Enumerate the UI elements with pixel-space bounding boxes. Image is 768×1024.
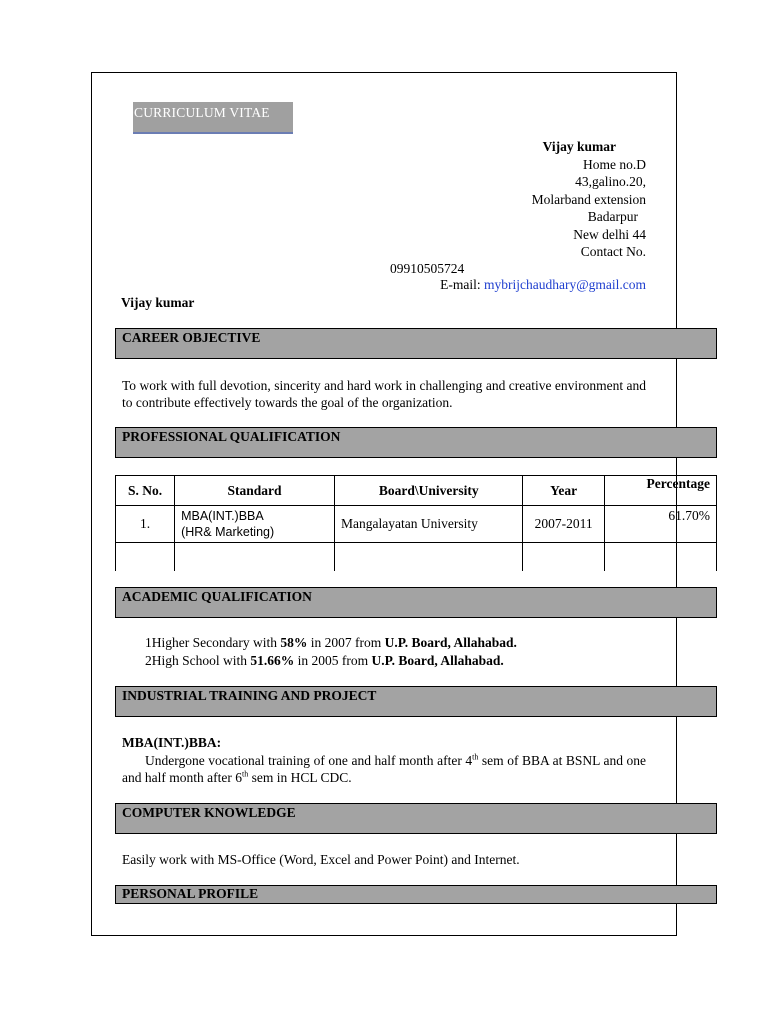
item-percent: 51.66% [250, 653, 295, 668]
applicant-name: Vijay kumar [542, 139, 616, 154]
section-computer-knowledge: COMPUTER KNOWLEDGE [115, 803, 717, 834]
standard-line: (HR& Marketing) [181, 525, 275, 539]
list-item [145, 634, 517, 652]
standard-line: MBA(INT.)BBA [181, 509, 264, 523]
column-header: S. No. [116, 476, 175, 506]
qualification-table [115, 475, 717, 571]
list-item [145, 652, 517, 670]
name-left: Vijay kumar [121, 295, 195, 310]
cell-board: Mangalayatan University [335, 506, 523, 543]
address-line: Molarband extension [531, 191, 646, 207]
cv-title: CURRICULUM VITAE [133, 102, 293, 134]
column-header: Standard [175, 476, 335, 506]
email-line [440, 277, 646, 293]
table-row [116, 506, 717, 543]
empty-cell [604, 543, 716, 572]
empty-cell [175, 543, 335, 572]
cell-year: 2007-2011 [523, 506, 604, 543]
training-text-part: sem in HCL CDC. [248, 770, 352, 785]
cell-standard [175, 506, 335, 543]
empty-cell [116, 543, 175, 572]
item-number: 2 [145, 653, 152, 668]
cell-percentage: 61.70% [604, 506, 716, 543]
section-professional-qualification: PROFESSIONAL QUALIFICATION [115, 427, 717, 458]
training-text-part: sem of BBA at BSNL and one and half month after 6 [122, 753, 646, 785]
item-board: U.P. Board, Allahabad. [384, 635, 517, 650]
address-block [532, 138, 646, 261]
phone-number: 09910505724 [390, 261, 465, 276]
section-academic-qualification: ACADEMIC QUALIFICATION [115, 587, 717, 618]
address-line: 43,galino.20, [575, 174, 646, 189]
section-career-objective: CAREER OBJECTIVE [115, 328, 717, 359]
cell-sno: 1. [116, 506, 175, 543]
academic-list [145, 634, 517, 670]
training-text [122, 752, 646, 786]
item-text: Higher Secondary with [151, 635, 281, 650]
address-line: Home no.D [583, 156, 646, 172]
column-header: Year [523, 476, 604, 506]
item-number: 1 [145, 635, 152, 650]
item-board: U.P. Board, Allahabad. [371, 653, 504, 668]
empty-cell [335, 543, 523, 572]
email-link[interactable]: mybrijchaudhary@gmail.com [483, 277, 646, 292]
section-personal-profile: PERSONAL PROFILE [115, 885, 717, 904]
career-objective-text: To work with full devotion, sincerity and hard work in challenging and creative environment and to contribute effectively towards the goal of the organization. [122, 378, 646, 410]
superscript: th [472, 752, 479, 762]
item-text: in 2005 from [294, 653, 372, 668]
column-header: Board\University [335, 476, 523, 506]
email-label: E-mail: [440, 277, 481, 292]
empty-cell [523, 543, 604, 572]
superscript: th [241, 769, 249, 779]
column-header: Percentage [604, 476, 716, 506]
contact-label: Contact No. [580, 244, 646, 259]
training-text-part: Undergone vocational training of one and half month after 4 [145, 753, 473, 768]
item-text: in 2007 from [307, 635, 385, 650]
item-text: High School with [151, 653, 251, 668]
section-industrial-training: INDUSTRIAL TRAINING AND PROJECT [115, 686, 717, 717]
table-row-empty [116, 543, 717, 572]
table-header-row [116, 476, 717, 506]
address-line: New delhi 44 [573, 226, 646, 242]
training-subheading: MBA(INT.)BBA: [122, 735, 222, 750]
item-percent: 58% [280, 635, 308, 650]
address-line: Badarpur [587, 209, 638, 224]
computer-knowledge-text: Easily work with MS-Office (Word, Excel and Power Point) and Internet. [122, 852, 520, 867]
